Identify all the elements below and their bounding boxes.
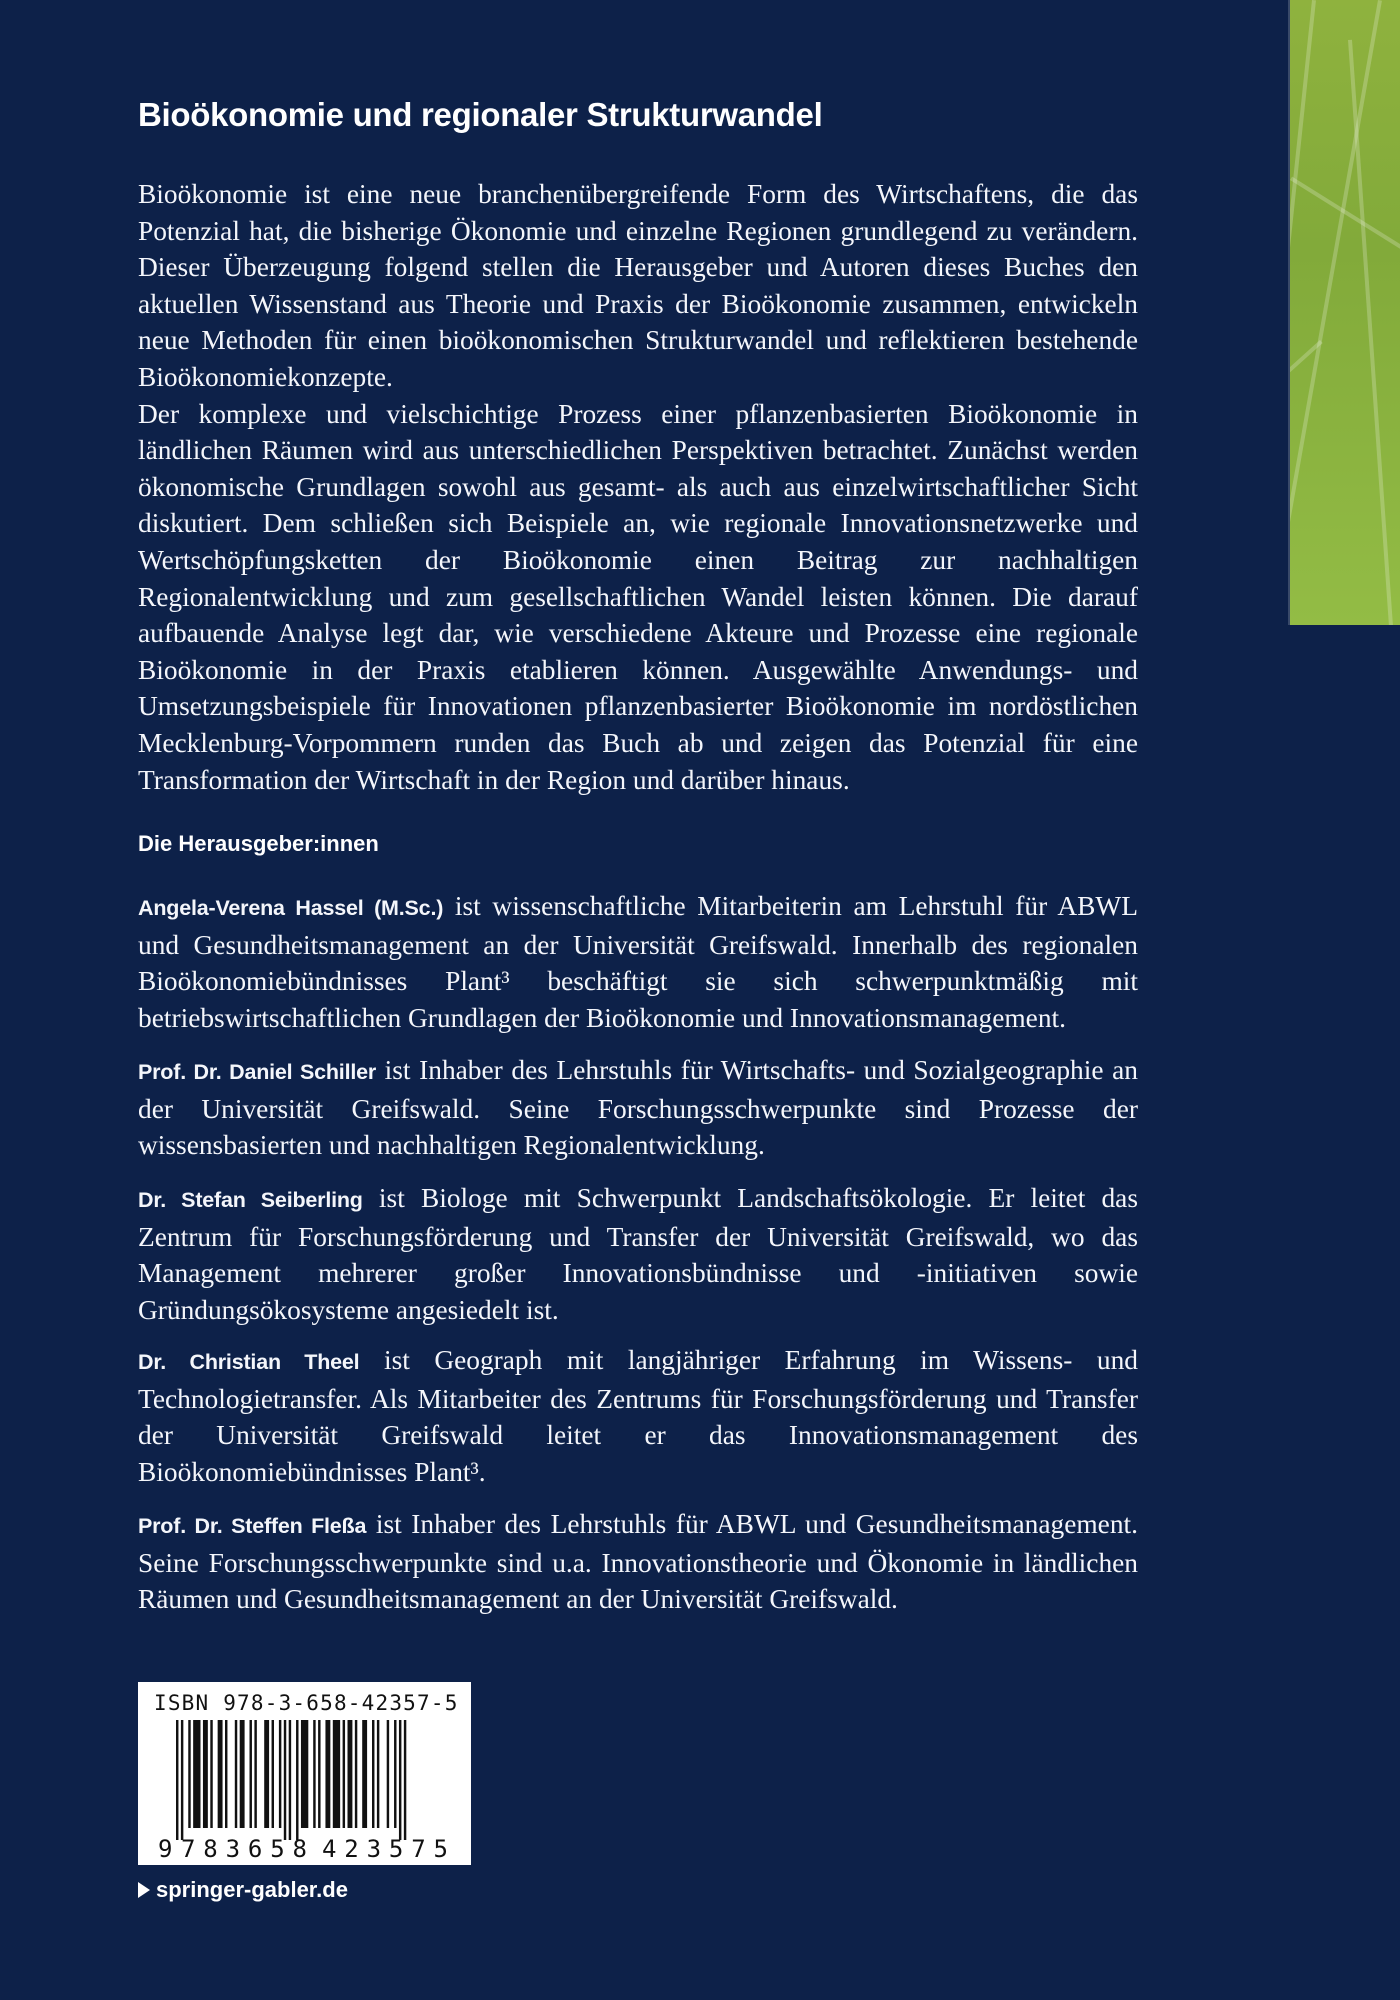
barcode-bar	[377, 1720, 379, 1828]
barcode-bar	[318, 1720, 320, 1828]
editor-bio	[138, 1506, 1138, 1618]
editor-name: Prof. Dr. Daniel Schiller	[138, 1060, 377, 1084]
book-title: Bioökonomie und regionaler Strukturwandel	[138, 96, 823, 133]
barcode-bar	[250, 1720, 252, 1828]
barcode-bar	[188, 1720, 190, 1828]
editor-description: ist Biologe mit Schwerpunkt Landschaftsökologie. Er leitet das Zentrum für Forschungsförderung und Transfer der Universität Greifswald, wo das Management mehrerer großer Innovationsbündnisse und -initiativen sowie Gründungsökosysteme angesiedelt ist.	[138, 1183, 1138, 1325]
editor-name: Dr. Christian Theel	[138, 1350, 360, 1374]
editor-description: ist Inhaber des Lehrstuhls für Wirtschafts- und Sozialgeographie an der Universität Greifswald. Seine Forschungsschwerpunkte sind Prozesse der wissensbasierten und nachhaltigen Regionalentwicklung.	[138, 1055, 1138, 1161]
barcode-bar	[296, 1720, 298, 1840]
barcode-digits-right: 423575	[322, 1835, 448, 1863]
description-paragraph: Bioökonomie ist eine neue branchenübergreifende Form des Wirtschaftens, die das Potenzial hat, die bisherige Ökonomie und einzelne Regionen grundlegend zu verändern. Dieser Überzeugung folgend stellen die Herausgeber und Autoren dieses Buches den aktuellen Wissenstand aus Theorie und Praxis der Bioökonomie zusammen, entwickeln neue Methoden für einen bioökonomischen Strukturwandel und reflektieren bestehende Bioökonomiekonzepte.	[138, 179, 1138, 392]
barcode-bar	[264, 1720, 269, 1828]
barcode-bar	[404, 1720, 406, 1840]
editor-description: ist wissenschaftliche Mitarbeiterin am Lehrstuhl für ABWL und Gesundheitsmanagement an der Universität Greifswald. Innerhalb des regionalen Bioökonomiebündnisses Plant³ beschäftigt sie sich schwerpunktmäßig mit betriebswirtschaftlichen Grundlagen der Bioökonomie und Innovationsmanagement.	[138, 891, 1138, 1033]
editor-bio	[138, 888, 1138, 1036]
barcode-bar	[333, 1720, 340, 1828]
play-arrow-icon	[138, 1882, 150, 1898]
barcode-bar	[284, 1720, 286, 1840]
barcode-bar	[272, 1720, 274, 1828]
barcode-bar	[218, 1720, 223, 1828]
barcode-digit-first: 9	[158, 1835, 173, 1863]
editor-name: Prof. Dr. Steffen Fleßa	[138, 1514, 367, 1538]
barcode-bar	[372, 1720, 374, 1828]
barcode-bar	[176, 1720, 178, 1840]
barcode-bar	[348, 1720, 353, 1828]
barcode-bar	[225, 1720, 227, 1828]
editors-heading: Die Herausgeber:innen	[138, 831, 379, 856]
barcode-bar	[235, 1720, 237, 1828]
barcode-bar	[210, 1720, 212, 1828]
editor-bio	[138, 1342, 1138, 1490]
barcode-bar	[203, 1720, 208, 1828]
barcode-bar	[279, 1720, 281, 1828]
editor-name: Angela-Verena Hassel (M.Sc.)	[138, 896, 444, 920]
isbn-label: ISBN 978-3-658-42357-5	[154, 1691, 459, 1715]
barcode-bar	[387, 1720, 389, 1828]
isbn-barcode	[138, 1682, 471, 1865]
barcode-bar	[301, 1720, 308, 1828]
barcode-bar	[355, 1720, 357, 1828]
description	[138, 176, 1138, 798]
barcode-digits-left: 783658	[181, 1835, 307, 1863]
barcode-bar	[193, 1720, 200, 1828]
website-link[interactable]: springer-gabler.de	[156, 1877, 348, 1902]
barcode-bars	[176, 1720, 406, 1840]
barcode-bar	[289, 1720, 291, 1840]
editor-description: ist Geograph mit langjähriger Erfahrung im Wissens- und Technologietransfer. Als Mitarbeiter des Zentrums für Forschungsförderung und Transfer der Universität Greifswald leitet er das Innovationsmanagement des Bioökonomiebündnisses Plant³.	[138, 1345, 1138, 1487]
barcode-bar	[181, 1720, 183, 1840]
description-paragraph: Der komplexe und vielschichtige Prozess einer pflanzenbasierten Bioökonomie in ländlichen Räumen wird aus unterschiedlichen Perspektiven betrachtet. Zunächst werden ökonomische Grundlagen sowohl aus gesamt- als auch aus einzelwirtschaftlicher Sicht diskutiert. Dem schließen sich Beispiele an, wie regionale Innovationsnetzwerke und Wertschöpfungsketten der Bioökonomie einen Beitrag zur nachhaltigen Regionalentwicklung und zum gesellschaftlichen Wandel leisten können. Die darauf aufbauende Analyse legt dar, wie verschiedene Akteure und Prozesse eine regionale Bioökonomie in der Praxis etablieren können. Ausgewählte Anwendungs- und Umsetzungsbeispiele für Innovationen pflanzenbasierter Bioökonomie im nordöstlichen Mecklenburg-Vorpommern runden das Buch ab und zeigen das Potenzial für eine Transformation der Wirtschaft in der Region und darüber hinaus.	[138, 398, 1138, 795]
editor-bio	[138, 1180, 1138, 1328]
barcode-bar	[240, 1720, 245, 1828]
editor-name: Dr. Stefan Seiberling	[138, 1188, 363, 1212]
spine-edge	[1288, 0, 1290, 625]
publisher-website[interactable]	[138, 1874, 348, 1906]
barcode-graphic	[138, 1682, 471, 1865]
barcode-bar	[325, 1720, 330, 1828]
editor-description: ist Inhaber des Lehrstuhls für ABWL und Gesundheitsmanagement. Seine Forschungsschwerpunkte sind u.a. Innovationstheorie und Ökonomie in ländlichen Räumen und Gesundheitsmanagement an der Universität Greifswald.	[138, 1509, 1138, 1615]
barcode-bar	[343, 1720, 345, 1828]
barcode-bar	[362, 1720, 367, 1828]
barcode-bar	[394, 1720, 396, 1828]
barcode-bar	[313, 1720, 315, 1828]
spine-artwork	[1290, 0, 1400, 625]
barcode-bar	[254, 1720, 256, 1828]
editor-bio	[138, 1052, 1138, 1164]
barcode-bar	[399, 1720, 401, 1840]
